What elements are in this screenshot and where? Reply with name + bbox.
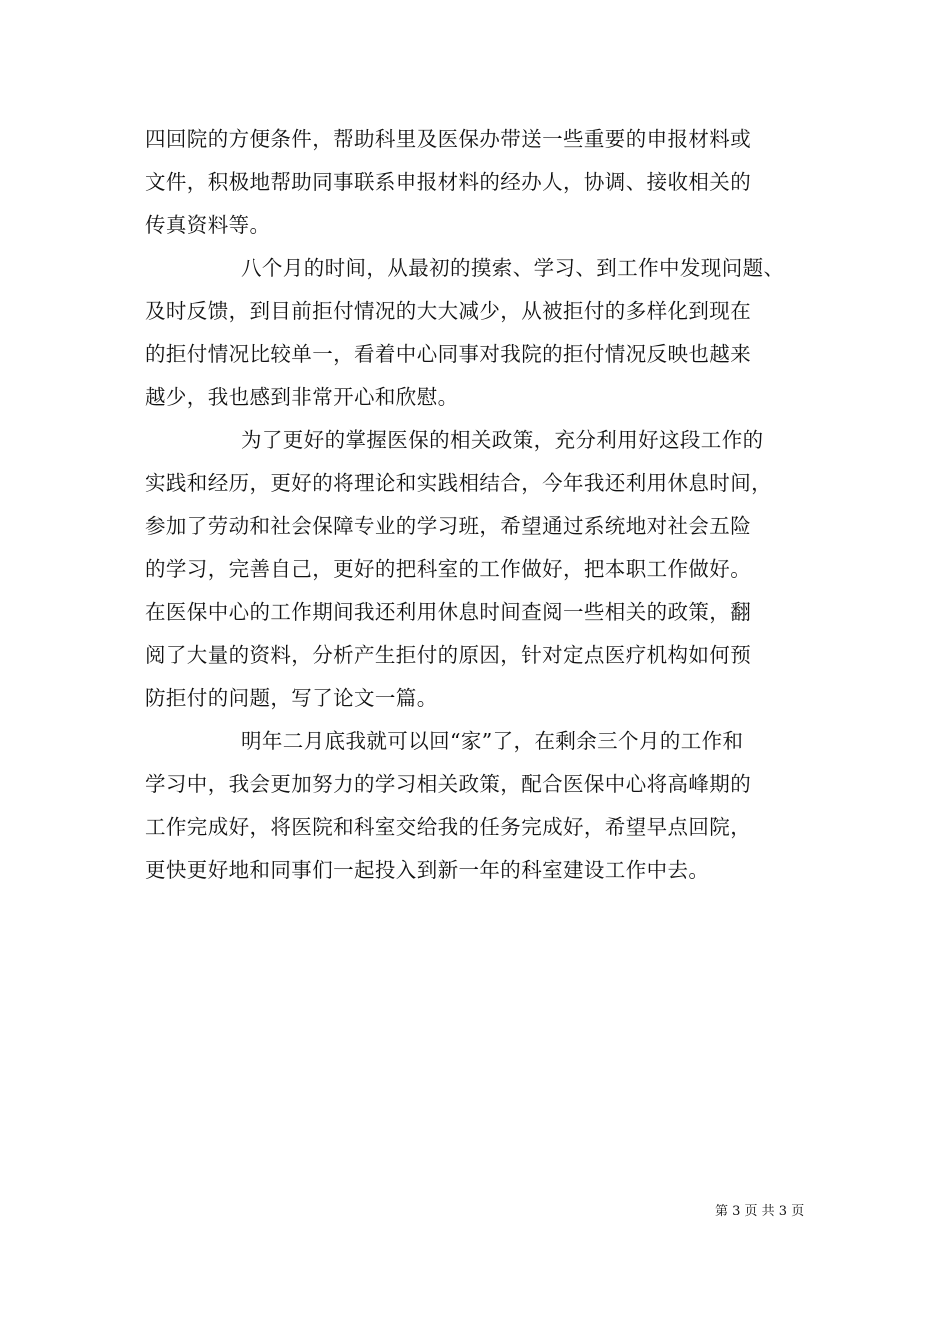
document-body bbox=[145, 118, 815, 892]
paragraph-4 bbox=[145, 720, 815, 892]
paragraph-line: 的拒付情况比较单一，看着中心同事对我院的拒付情况反映也越来 bbox=[145, 342, 752, 366]
paragraph-line: 传真资料等。 bbox=[145, 213, 271, 237]
paragraph-line: 越少，我也感到非常开心和欣慰。 bbox=[145, 385, 459, 409]
paragraph-line: 明年二月底我就可以回“家”了，在剩余三个月的工作和 bbox=[241, 729, 744, 753]
paragraph-line: 实践和经历，更好的将理论和实践相结合，今年我还利用休息时间， bbox=[145, 471, 772, 495]
paragraph-line: 四回院的方便条件，帮助科里及医保办带送一些重要的申报材料或 bbox=[145, 127, 752, 151]
page-number-footer: 第 3 页 共 3 页 bbox=[715, 1204, 805, 1219]
paragraph-line: 文件，积极地帮助同事联系申报材料的经办人，协调、接收相关的 bbox=[145, 170, 752, 194]
paragraph-line: 为了更好的掌握医保的相关政策，充分利用好这段工作的 bbox=[241, 428, 764, 452]
paragraph-line: 的学习，完善自己，更好的把科室的工作做好，把本职工作做好。 bbox=[145, 557, 752, 581]
paragraph-line: 在医保中心的工作期间我还利用休息时间查阅一些相关的政策，翻 bbox=[145, 600, 752, 624]
paragraph-line: 及时反馈，到目前拒付情况的大大减少，从被拒付的多样化到现在 bbox=[145, 299, 752, 323]
paragraph-1 bbox=[145, 118, 815, 247]
paragraph-line: 更快更好地和同事们一起投入到新一年的科室建设工作中去。 bbox=[145, 858, 710, 882]
paragraph-line: 八个月的时间，从最初的摸索、学习、到工作中发现问题、 bbox=[241, 256, 785, 280]
paragraph-line: 工作完成好，将医院和科室交给我的任务完成好，希望早点回院， bbox=[145, 815, 752, 839]
paragraph-line: 学习中，我会更加努力的学习相关政策，配合医保中心将高峰期的 bbox=[145, 772, 752, 796]
paragraph-line: 防拒付的问题，写了论文一篇。 bbox=[145, 686, 438, 710]
paragraph-3 bbox=[145, 419, 815, 720]
paragraph-2 bbox=[145, 247, 815, 419]
paragraph-line: 参加了劳动和社会保障专业的学习班，希望通过系统地对社会五险 bbox=[145, 514, 752, 538]
paragraph-line: 阅了大量的资料，分析产生拒付的原因，针对定点医疗机构如何预 bbox=[145, 643, 752, 667]
